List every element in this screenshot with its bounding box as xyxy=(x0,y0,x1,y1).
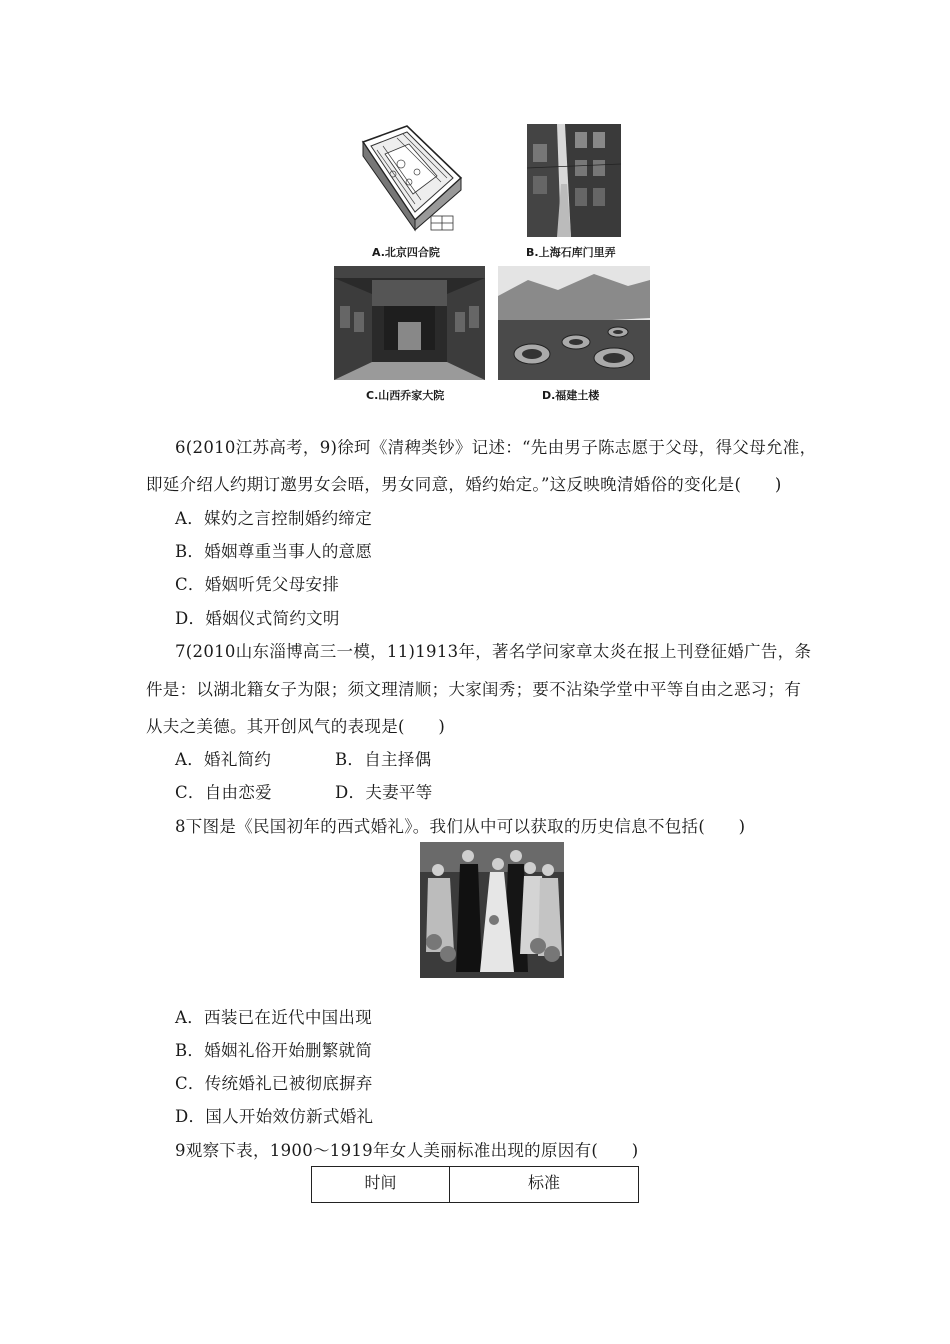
q8-option-a: A．西装已在近代中国出现 xyxy=(175,1008,373,1027)
q6-option-b: B．婚姻尊重当事人的意愿 xyxy=(175,542,373,561)
q8-option-b: B．婚姻礼俗开始删繁就简 xyxy=(175,1041,373,1060)
q6-option-d: D．婚姻仪式简约文明 xyxy=(175,609,340,628)
figure-c-caption: C.山西乔家大院 xyxy=(366,389,445,402)
figure-western-wedding-photo xyxy=(420,842,564,978)
figure-a-caption: A.北京四合院 xyxy=(372,246,440,259)
q7-option-d: D．夫妻平等 xyxy=(335,783,433,802)
q6-option-a: A．媒妁之言控制婚约缔定 xyxy=(175,509,373,528)
q7-stem-line2: 件是：以湖北籍女子为限；须文理清顺；大家闺秀；要不沾染学堂中平等自由之恶习；有 xyxy=(146,680,802,699)
q6-stem-line2: 即延介绍人约期订邀男女会晤，男女同意，婚约始定。”这反映晚清婚俗的变化是( ) xyxy=(146,475,782,494)
q7-option-a: A．婚礼简约 xyxy=(175,750,272,769)
q6-option-c: C．婚姻听凭父母安排 xyxy=(175,575,340,594)
q8-stem-line1: 8下图是《民国初年的西式婚礼》。我们从中可以获取的历史信息不包括( ) xyxy=(175,817,746,836)
q7-option-b: B．自主择偶 xyxy=(335,750,432,769)
figure-b-caption: B.上海石库门里弄 xyxy=(526,246,616,259)
figure-shikumen-photo xyxy=(527,124,621,237)
q6-stem-line1: 6(2010江苏高考，9)徐珂《清稗类钞》记述：“先由男子陈志愿于父母，得父母允准， xyxy=(175,438,817,457)
q7-stem-line1: 7(2010山东淄博高三一模，11)1913年，著名学问家章太炎在报上刊登征婚广告，条 xyxy=(175,642,812,661)
q7-option-c: C．自由恋爱 xyxy=(175,783,272,802)
figure-siheyuan xyxy=(355,120,465,242)
table-header-time: 时间 xyxy=(312,1167,450,1203)
q9-table xyxy=(311,1166,639,1203)
table-header-standard: 标准 xyxy=(450,1167,639,1203)
figure-d-caption: D.福建土楼 xyxy=(542,389,600,402)
q8-option-d: D．国人开始效仿新式婚礼 xyxy=(175,1107,374,1126)
figure-qiao-courtyard-photo xyxy=(334,266,485,380)
q9-stem-line1: 9观察下表，1900～1919年女人美丽标准出现的原因有( ) xyxy=(175,1141,639,1160)
q8-option-c: C．传统婚礼已被彻底摒弃 xyxy=(175,1074,373,1093)
table-row xyxy=(312,1167,639,1203)
q7-stem-line3: 从夫之美德。其开创风气的表现是( ) xyxy=(146,717,446,736)
figure-tulou-photo xyxy=(498,266,650,380)
